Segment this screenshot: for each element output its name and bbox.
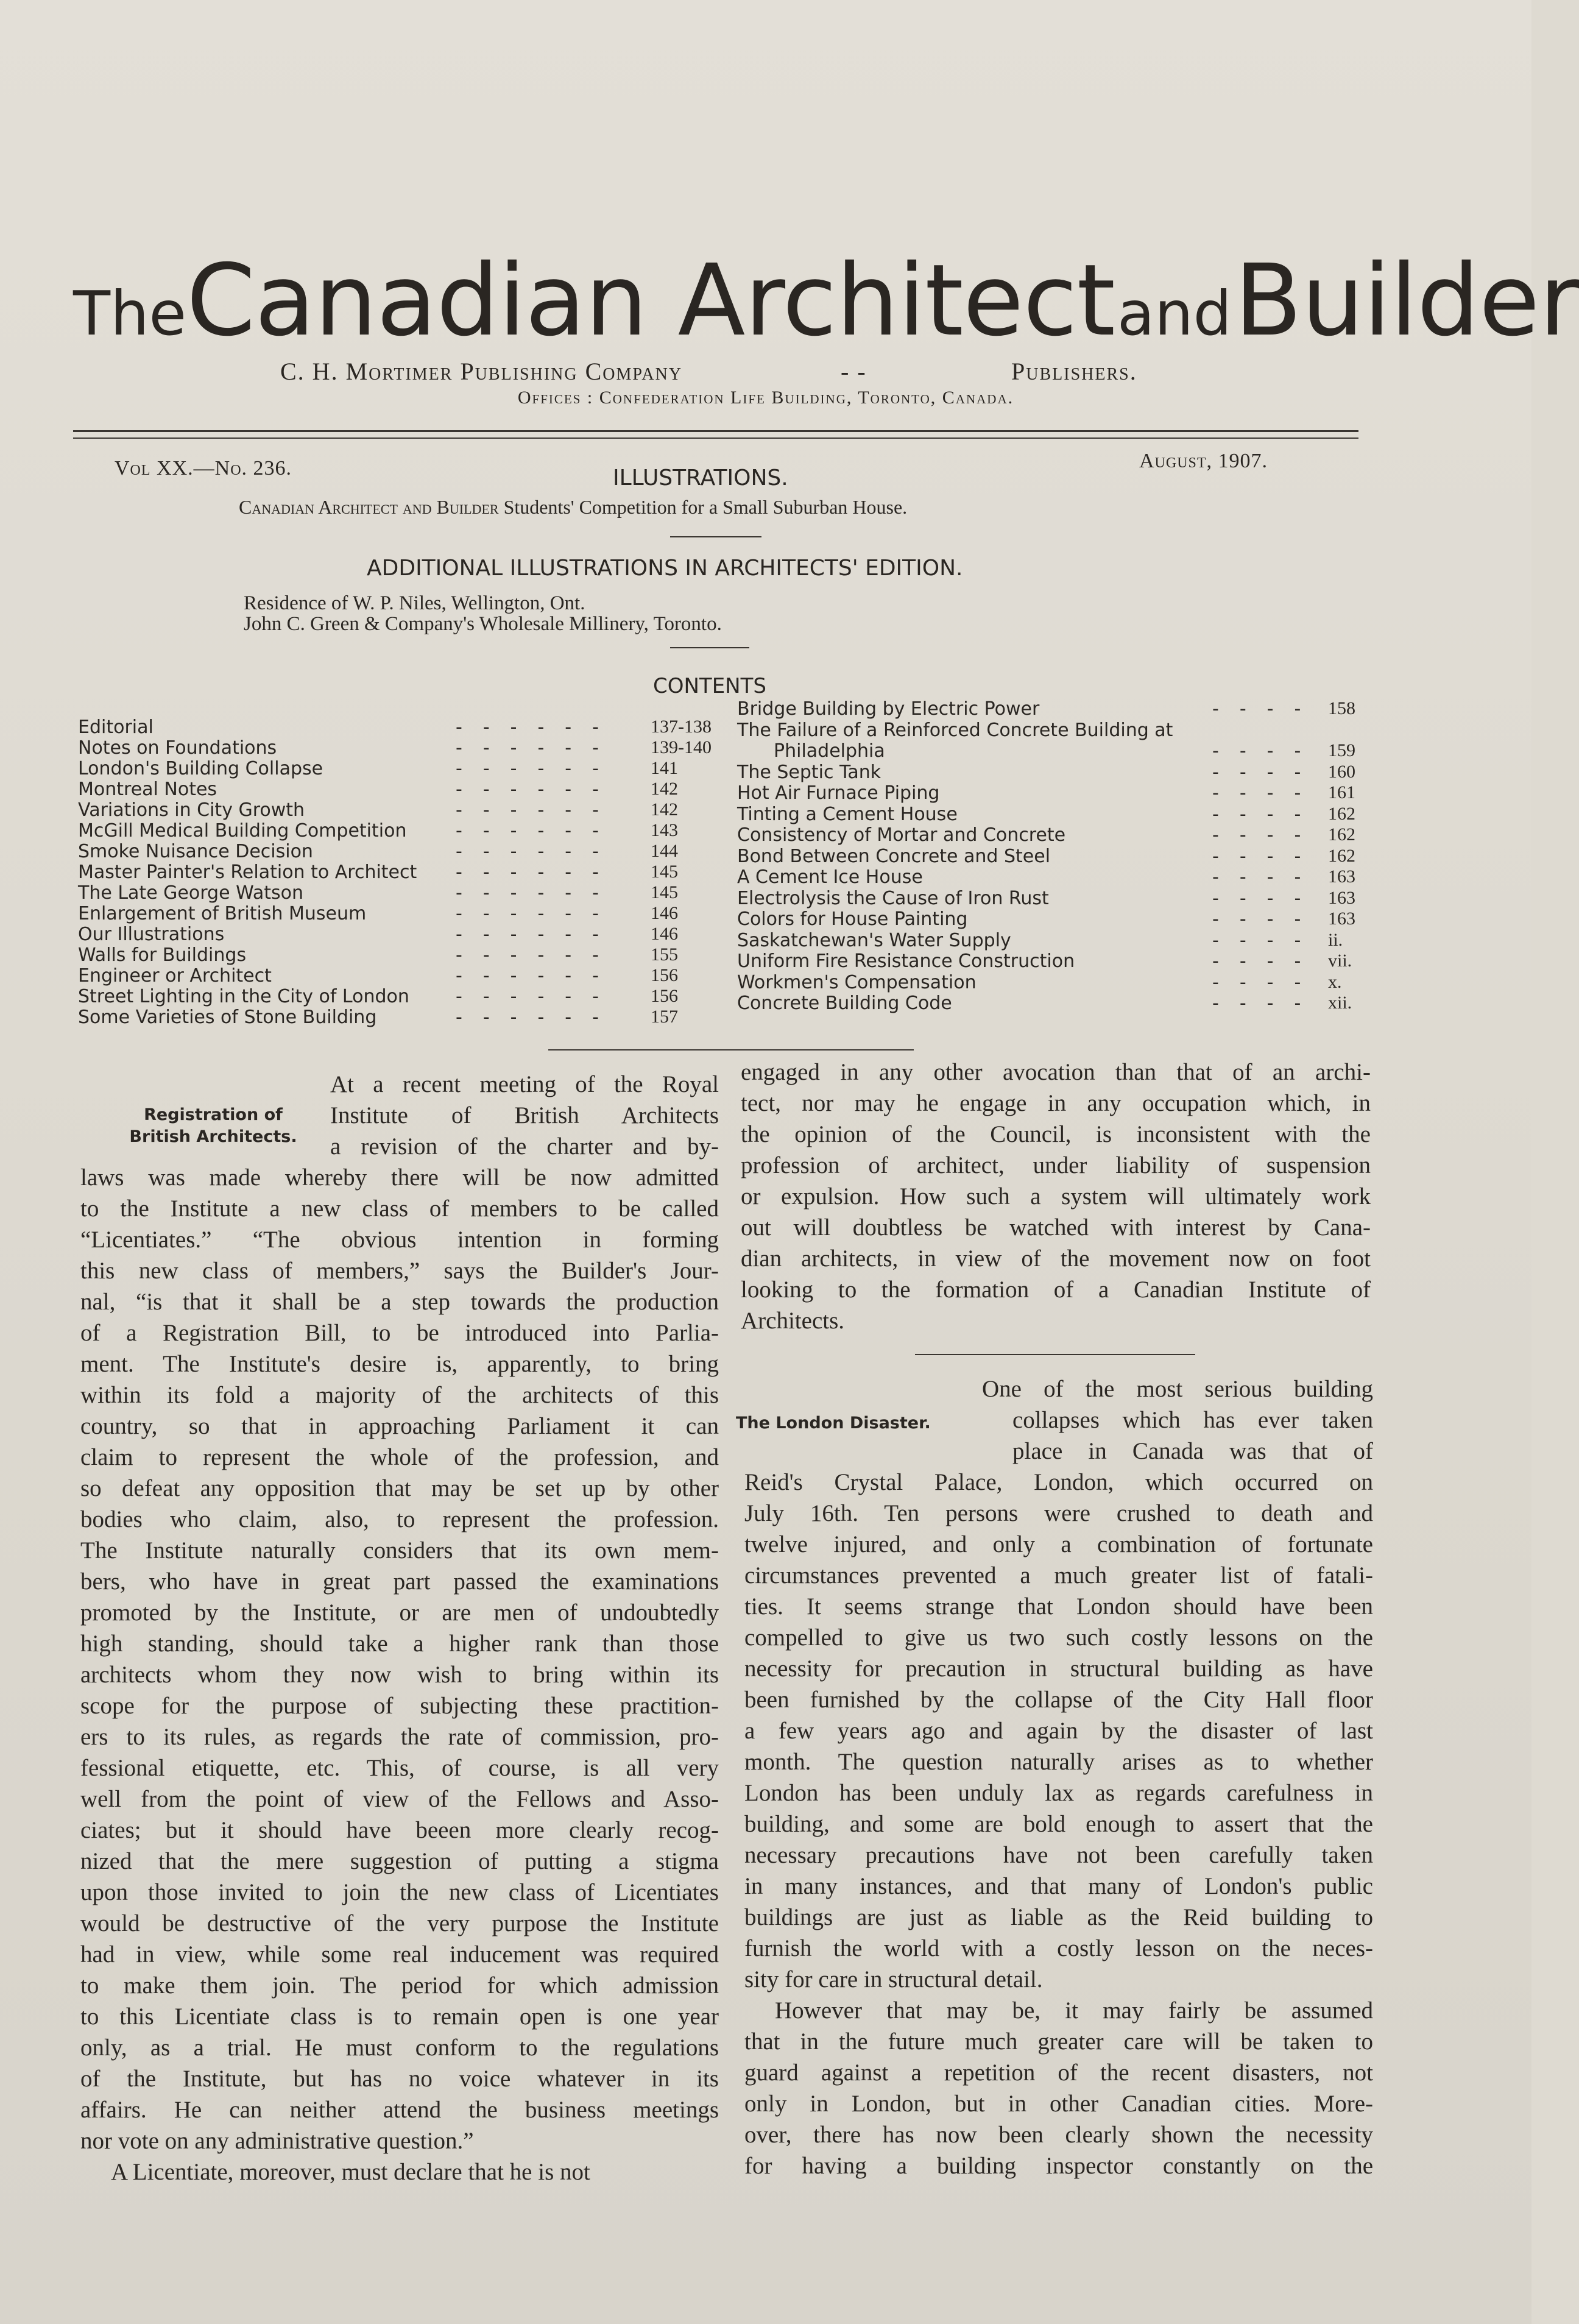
masthead-builder: Builder (1234, 244, 1579, 358)
text-line: Reid's Crystal Palace, London, which occurred on (744, 1469, 1373, 1495)
contents-entry-page: 155 (651, 944, 678, 965)
text-line: However that may be, it may fairly be assumed (775, 1997, 1373, 2024)
text-line: One of the most serious building (982, 1376, 1373, 1402)
text-line: tect, nor may he engage in any occupation which, in (741, 1090, 1371, 1116)
contents-entry-title: Hot Air Furnace Piping (737, 782, 940, 804)
text-line: a revision of the charter and by- (330, 1133, 719, 1160)
text-line: in many instances, and that many of London's public (744, 1873, 1373, 1899)
registration-sidehead-line: British Architects. (129, 1127, 297, 1146)
text-line: a few years ago and again by the disaster of last (744, 1718, 1373, 1744)
contents-leader-dashes: ---- (1212, 803, 1322, 825)
contents-leader-dashes: ------ (456, 862, 620, 883)
text-line: for having a building inspector constantly on the (744, 2153, 1373, 2179)
contents-entry-title: Uniform Fire Resistance Construction (737, 951, 1075, 972)
text-line: bers, who have in great part passed the examinations (80, 1568, 719, 1595)
text-line: to this Licentiate class is to remain open is one year (80, 2003, 719, 2030)
text-line: ers to its rules, as regards the rate of commission, pro- (80, 1724, 719, 1750)
text-line: A Licentiate, moreover, must declare that he is not (111, 2159, 590, 2185)
text-line: so defeat any opposition that may be set up by other (80, 1475, 719, 1501)
text-line: nized that the mere suggestion of putting a stigma (80, 1848, 719, 1874)
contents-entry-page: 163 (1328, 887, 1355, 908)
text-line: architects whom they now wish to bring within its (80, 1662, 719, 1688)
text-line: had in view, while some real inducement was required (80, 1941, 719, 1968)
text-line: of a Registration Bill, to be introduced into Parlia- (80, 1320, 719, 1346)
masthead-and: and (1117, 278, 1232, 349)
text-line: nal, “is that it shall be a step towards the production (80, 1289, 719, 1315)
contents-leader-dashes: ------ (456, 986, 620, 1007)
contents-entry-title: Street Lighting in the City of London (78, 986, 409, 1007)
text-line: been furnished by the collapse of the City Hall floor (744, 1687, 1373, 1713)
text-line: or expulsion. How such a system will ultimately work (741, 1183, 1371, 1210)
text-line: scope for the purpose of subjecting these practition- (80, 1693, 719, 1719)
contents-entry-page: 162 (1328, 824, 1355, 845)
contents-entry-title: Engineer or Architect (78, 965, 272, 987)
contents-entry-page: 162 (1328, 845, 1355, 866)
contents-entry-title: Tinting a Cement House (737, 803, 958, 825)
contents-leader-dashes: ---- (1212, 929, 1322, 951)
issue-date: August, 1907. (1139, 450, 1268, 472)
text-line: Architects. (741, 1308, 845, 1334)
contents-entry-page: 159 (1328, 740, 1355, 760)
masthead-title (73, 244, 1579, 358)
contents-entry-title: Master Painter's Relation to Architect (78, 862, 417, 883)
contents-entry-page: 156 (651, 965, 678, 985)
illustrations-line-rest: Students' Competition for a Small Suburban House. (503, 496, 908, 518)
text-line: The Institute naturally considers that its own mem- (80, 1537, 719, 1564)
text-line: to make them join. The period for which admission (80, 1972, 719, 1999)
contents-entry-title: Colors for House Painting (737, 909, 968, 930)
article-divider (915, 1354, 1195, 1355)
text-line: Institute of British Architects (330, 1102, 719, 1128)
masthead-canadian-architect: Canadian Architect (186, 244, 1115, 358)
additional-heading: ADDITIONAL ILLUSTRATIONS IN ARCHITECTS' EDITION. (367, 556, 963, 581)
contents-entry-page: 160 (1328, 761, 1355, 782)
contents-leader-dashes: ------ (456, 924, 620, 945)
contents-entry-page: 146 (651, 924, 678, 944)
text-line: London has been unduly lax as regards carefulness in (744, 1780, 1373, 1806)
additional-item: John C. Green & Company's Wholesale Millinery, Toronto. (244, 613, 722, 635)
contents-entry-title: Our Illustrations (78, 924, 225, 945)
contents-entry-title: McGill Medical Building Competition (78, 820, 407, 841)
text-line: July 16th. Ten persons were crushed to death and (744, 1500, 1373, 1526)
text-line: upon those invited to join the new class of Licentiates (80, 1879, 719, 1905)
contents-leader-dashes: ------ (456, 944, 620, 966)
text-line: necessary precautions have not been carefully taken (744, 1842, 1373, 1868)
london-article (744, 1373, 1373, 2181)
masthead-rule-thin (73, 438, 1358, 439)
contents-entry-title: Enlargement of British Museum (78, 903, 367, 924)
text-line: promoted by the Institute, or are men of undoubtedly (80, 1600, 719, 1626)
contents-entry-title: The Septic Tank (737, 761, 881, 783)
text-line: laws was made whereby there will be now admitted (80, 1164, 719, 1191)
text-line: ment. The Institute's desire is, apparently, to bring (80, 1351, 719, 1377)
contents-entry-title: Bridge Building by Electric Power (737, 698, 1040, 720)
text-line: high standing, should take a higher rank than those (80, 1631, 719, 1657)
text-line: circumstances prevented a much greater list of fatali- (744, 1562, 1373, 1589)
text-line: would be destructive of the very purpose the Institute (80, 1910, 719, 1936)
text-line: country, so that in approaching Parliament it can (80, 1413, 719, 1439)
text-line: collapses which has ever taken (1012, 1407, 1373, 1433)
illustrations-line (239, 496, 907, 519)
contents-entry-title: Some Varieties of Stone Building (78, 1007, 377, 1028)
text-line: furnish the world with a costly lesson on the neces- (744, 1935, 1373, 1961)
text-line: engaged in any other avocation than that of an archi- (741, 1059, 1371, 1085)
contents-entry-title: Walls for Buildings (78, 944, 247, 966)
contents-right-column (737, 698, 1371, 1027)
text-line: month. The question naturally arises as to whether (744, 1749, 1373, 1775)
contents-leader-dashes: ------ (456, 965, 620, 987)
contents-entry-page: 141 (651, 758, 678, 778)
london-sidehead: The London Disaster. (736, 1414, 931, 1433)
contents-leader-dashes: ------ (456, 799, 620, 821)
text-line: to the Institute a new class of members to be called (80, 1196, 719, 1222)
contents-entry-title: Montreal Notes (78, 779, 217, 800)
text-line: guard against a repetition of the recent disasters, not (744, 2060, 1373, 2086)
illustrations-line-prefix: Canadian Architect and Builder (239, 496, 499, 518)
text-line: compelled to give us two such costly lessons on the (744, 1624, 1373, 1651)
publisher-line (280, 357, 1137, 386)
text-line: necessity for precaution in structural building as have (744, 1656, 1373, 1682)
contents-entry-page: 157 (651, 1007, 678, 1027)
registration-sidehead-line: Registration of (144, 1105, 283, 1124)
text-line: ciates; but it should have beeen more clearly recog- (80, 1817, 719, 1843)
contents-leader-dashes: ------ (456, 1007, 620, 1028)
contents-entry-page: xii. (1328, 993, 1352, 1013)
contents-leader-dashes: ---- (1212, 971, 1322, 993)
text-line: place in Canada was that of (1012, 1438, 1373, 1464)
text-line: over, there has now been clearly shown the necessity (744, 2122, 1373, 2148)
contents-entry-page: 156 (651, 986, 678, 1006)
text-line: claim to represent the whole of the profession, and (80, 1444, 719, 1470)
contents-heading: CONTENTS (653, 674, 766, 698)
text-line: dian architects, in view of the movement now on foot (741, 1245, 1371, 1272)
text-line: this new class of members,” says the Builder's Jour- (80, 1258, 719, 1284)
text-line: the opinion of the Council, is inconsistent with the (741, 1121, 1371, 1147)
contents-leader-dashes: ------ (456, 903, 620, 924)
text-line: buildings are just as liable as the Reid building to (744, 1904, 1373, 1930)
contents-entry-page: 145 (651, 862, 678, 882)
text-line: At a recent meeting of the Royal (330, 1071, 719, 1097)
contents-entry-title: Smoke Nuisance Decision (78, 841, 313, 862)
contents-leader-dashes: ------ (456, 717, 620, 738)
contents-entry-title: Saskatchewan's Water Supply (737, 929, 1011, 951)
contents-leader-dashes: ------ (456, 737, 620, 759)
text-line: within its fold a majority of the architects of this (80, 1382, 719, 1408)
contents-entry-page: 161 (1328, 782, 1355, 802)
contents-leader-dashes: ---- (1212, 824, 1322, 846)
contents-entry-title: Consistency of Mortar and Concrete (737, 824, 1066, 846)
contents-leader-dashes: ---- (1212, 740, 1322, 762)
contents-entry-page: 146 (651, 903, 678, 923)
contents-entry-title: Workmen's Compensation (737, 971, 977, 993)
illustrations-heading: ILLUSTRATIONS. (613, 466, 788, 491)
contents-entry-title: Concrete Building Code (737, 993, 952, 1014)
contents-leader-dashes: ------ (456, 841, 620, 862)
text-line: of the Institute, but has no voice whatever in its (80, 2066, 719, 2092)
contents-entry-page: 143 (651, 820, 678, 840)
text-line: building, and some are bold enough to assert that the (744, 1811, 1373, 1837)
text-line: bodies who claim, also, to represent the profession. (80, 1506, 719, 1532)
contents-entry-title: London's Building Collapse (78, 758, 323, 779)
contents-entry-page: 158 (1328, 698, 1355, 718)
contents-entry-page: 137-138 (651, 717, 712, 737)
additional-item: Residence of W. P. Niles, Wellington, Ont. (244, 592, 585, 614)
registration-article (80, 1069, 719, 2188)
text-line: out will doubtless be watched with interest by Cana- (741, 1214, 1371, 1241)
contents-divider (548, 1049, 914, 1050)
contents-leader-dashes: ---- (1212, 761, 1322, 783)
publisher-name: C. H. Mortimer Publishing Company (280, 358, 683, 385)
contents-entry-page: 139-140 (651, 737, 712, 757)
contents-leader-dashes: ------ (456, 820, 620, 841)
contents-entry-page: 163 (1328, 866, 1355, 887)
contents-leader-dashes: ---- (1212, 866, 1322, 888)
publisher-dash: - - (841, 358, 867, 385)
contents-entry-title: Electrolysis the Cause of Iron Rust (737, 887, 1049, 909)
contents-leader-dashes: ---- (1212, 698, 1322, 720)
text-line: profession of architect, under liability of suspension (741, 1152, 1371, 1178)
text-line: only, as a trial. He must conform to the regulations (80, 2035, 719, 2061)
contents-leader-dashes: ---- (1212, 909, 1322, 930)
text-line: looking to the formation of a Canadian Institute of (741, 1277, 1371, 1303)
contents-entry-page: 162 (1328, 803, 1355, 824)
section-divider (670, 647, 749, 648)
contents-leader-dashes: ------ (456, 758, 620, 779)
text-line: “Licentiates.” “The obvious intention in forming (80, 1227, 719, 1253)
contents-entry-page: ii. (1328, 929, 1343, 950)
contents-entry-title: Philadelphia (774, 740, 885, 762)
contents-leader-dashes: ---- (1212, 782, 1322, 804)
contents-entry-page: 142 (651, 779, 678, 799)
contents-leader-dashes: ------ (456, 882, 620, 904)
text-line: that in the future much greater care will be taken to (744, 2028, 1373, 2055)
offices-line: Offices : Confederation Life Building, Toronto, Canada. (517, 388, 1014, 408)
contents-leader-dashes: ---- (1212, 993, 1322, 1014)
masthead-rule-thick (73, 430, 1358, 432)
contents-leader-dashes: ---- (1212, 845, 1322, 867)
contents-entry-title: The Late George Watson (78, 882, 303, 904)
contents-entry-page: x. (1328, 971, 1342, 992)
text-line: nor vote on any administrative question.” (80, 2128, 474, 2154)
contents-entry-page: vii. (1328, 951, 1352, 971)
text-line: sity for care in structural detail. (744, 1966, 1043, 1993)
contents-entry-page: 145 (651, 882, 678, 902)
contents-left-column (78, 717, 712, 1033)
contents-entry-title: Bond Between Concrete and Steel (737, 845, 1051, 867)
text-line: ties. It seems strange that London should have been (744, 1593, 1373, 1620)
contents-entry-title: Variations in City Growth (78, 799, 305, 821)
contents-entry-title: Editorial (78, 717, 154, 738)
contents-entry-page: 142 (651, 799, 678, 820)
contents-leader-dashes: ---- (1212, 951, 1322, 972)
contents-leader-dashes: ------ (456, 779, 620, 800)
contents-entry-page: 163 (1328, 909, 1355, 929)
volume-number: Vol XX.—No. 236. (115, 457, 292, 480)
publishers-label: Publishers. (1011, 358, 1137, 385)
contents-leader-dashes: ---- (1212, 887, 1322, 909)
contents-entry-page: 144 (651, 841, 678, 861)
text-line: twelve injured, and only a combination of fortunate (744, 1531, 1373, 1557)
text-line: well from the point of view of the Fellows and Asso- (80, 1786, 719, 1812)
contents-entry-title: Notes on Foundations (78, 737, 277, 759)
text-line: only in London, but in other Canadian cities. More- (744, 2091, 1373, 2117)
contents-entry-title: A Cement Ice House (737, 866, 923, 888)
text-line: affairs. He can neither attend the business meetings (80, 2097, 719, 2123)
text-line: fessional etiquette, etc. This, of course, is all very (80, 1755, 719, 1781)
masthead-the: The (73, 278, 186, 349)
contents-entry-title: The Failure of a Reinforced Concrete Building at (737, 719, 1173, 741)
section-divider (670, 536, 761, 537)
registration-continued (741, 1057, 1371, 1336)
